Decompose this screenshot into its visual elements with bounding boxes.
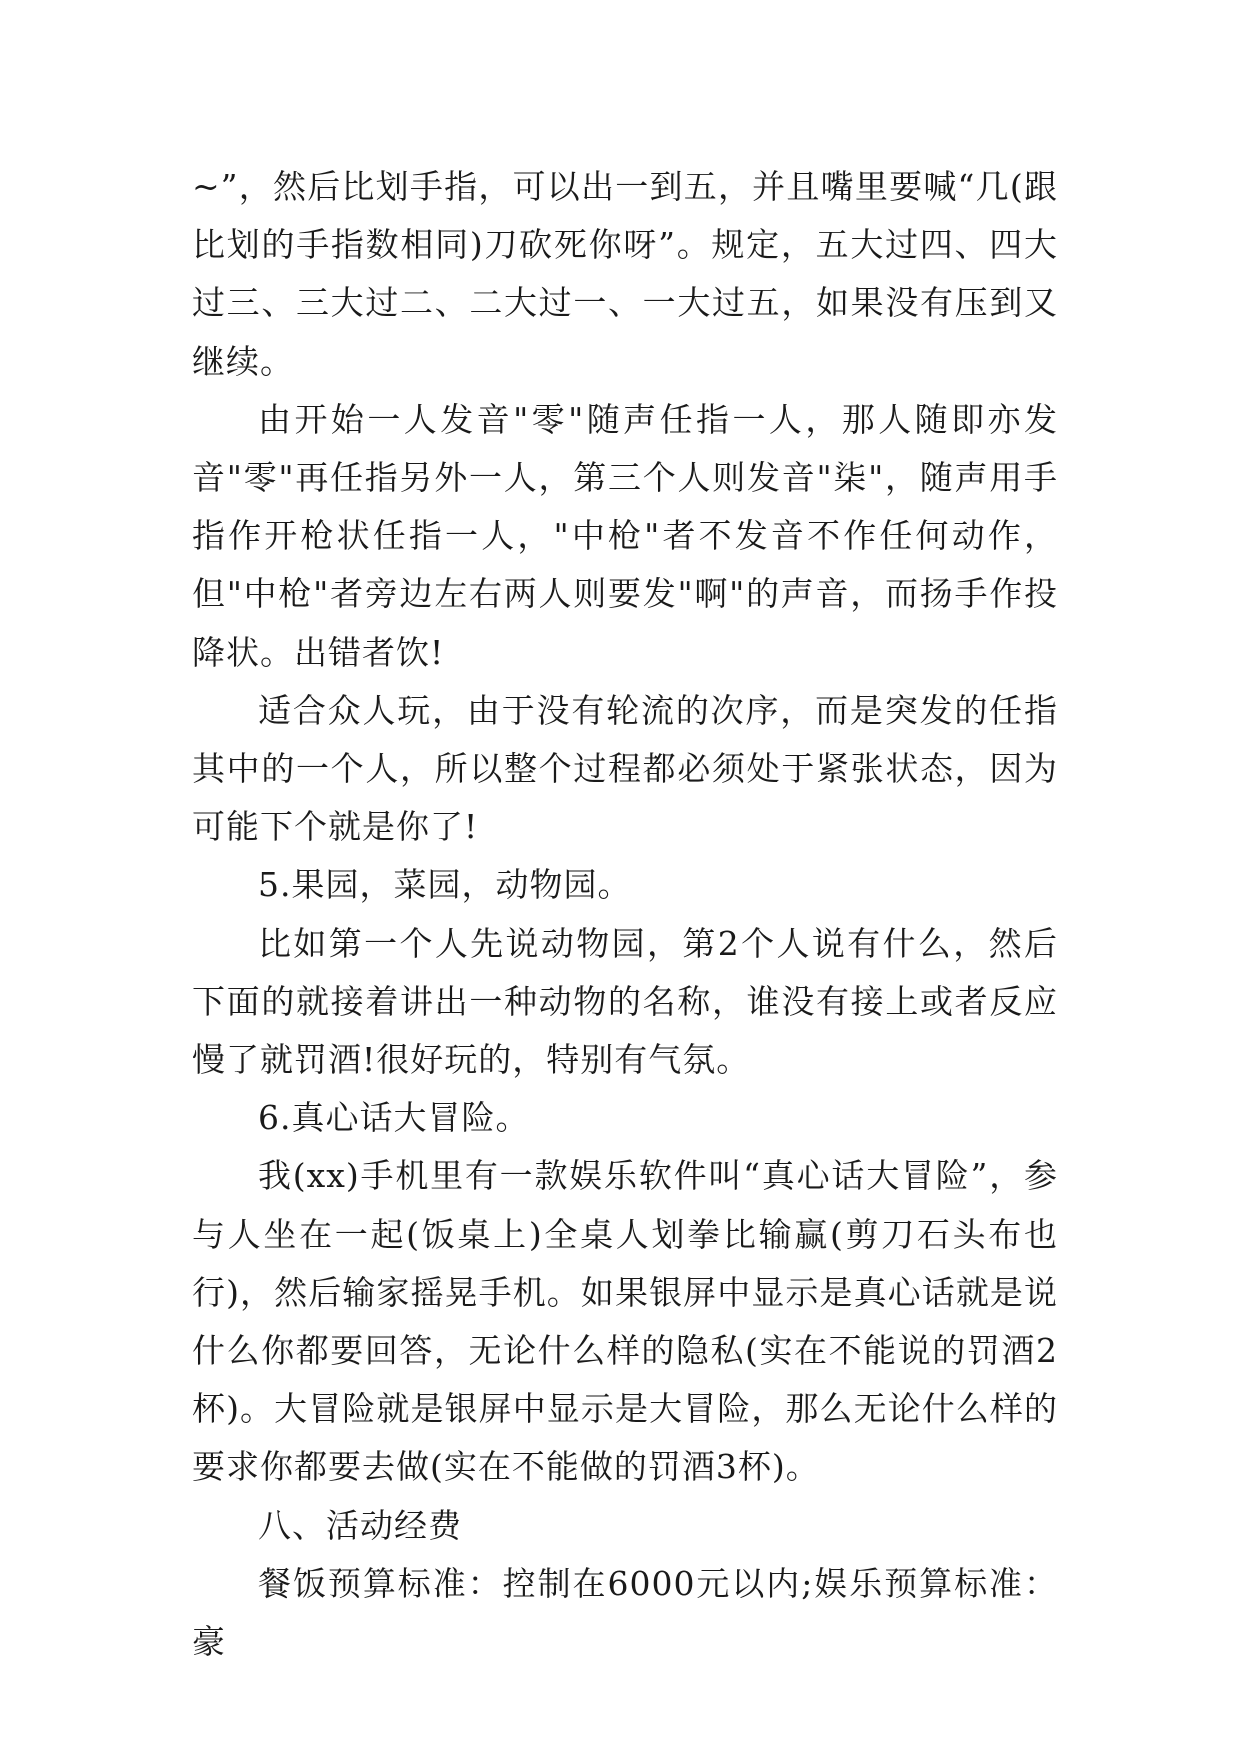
heading-item-6: 6.真心话大冒险。: [258, 1098, 530, 1138]
paragraph-zero-seven-game: 由开始一人发音"零"随声任指一人，那人随即亦发音"零"再任指另外一人，第三个人则发音"柒"，随声用手指作开枪状任指一人，"中枪"者不发音不作任何动作，但"中枪"者旁边左右两人则要发"啊"的声音，而扬手作投降状。出错者饮!: [192, 399, 1058, 672]
paragraph-zoo-game: 比如第一个人先说动物园，第2个人说有什么，然后下面的就接着讲出一种动物的名称，谁没有接上或者反应慢了就罚酒!很好玩的，特别有气氛。: [192, 923, 1058, 1080]
heading-item-5: 5.果园，菜园，动物园。: [258, 865, 632, 905]
paragraph-rules-continued: ~”，然后比划手指，可以出一到五，并且嘴里要喊“几(跟比划的手指数相同)刀砍死你呀”。规定，五大过四、四大过三、三大过二、二大过一、一大过五，如果没有压到又继续。: [192, 167, 1058, 381]
paragraph-game-note: 适合众人玩，由于没有轮流的次序，而是突发的任指其中的一个人，所以整个过程都必须处于紧张状态，因为可能下个就是你了!: [192, 690, 1058, 847]
section-heading-budget: 八、活动经费: [258, 1505, 462, 1545]
paragraph-truth-or-dare: 我(xx)手机里有一款娱乐软件叫“真心话大冒险”，参与人坐在一起(饭桌上)全桌人划拳比输赢(剪刀石头布也行)，然后输家摇晃手机。如果银屏中显示是真心话就是说什么你都要回答，无论什么样的隐私(实在不能说的罚酒2杯)。大冒险就是银屏中显示是大冒险，那么无论什么样的要求你都要去做(实在不能做的罚酒3杯)。: [192, 1156, 1058, 1487]
document-body: [192, 158, 1058, 1671]
paragraph-budget: 餐饭预算标准：控制在6000元以内;娱乐预算标准：豪: [192, 1563, 1058, 1662]
